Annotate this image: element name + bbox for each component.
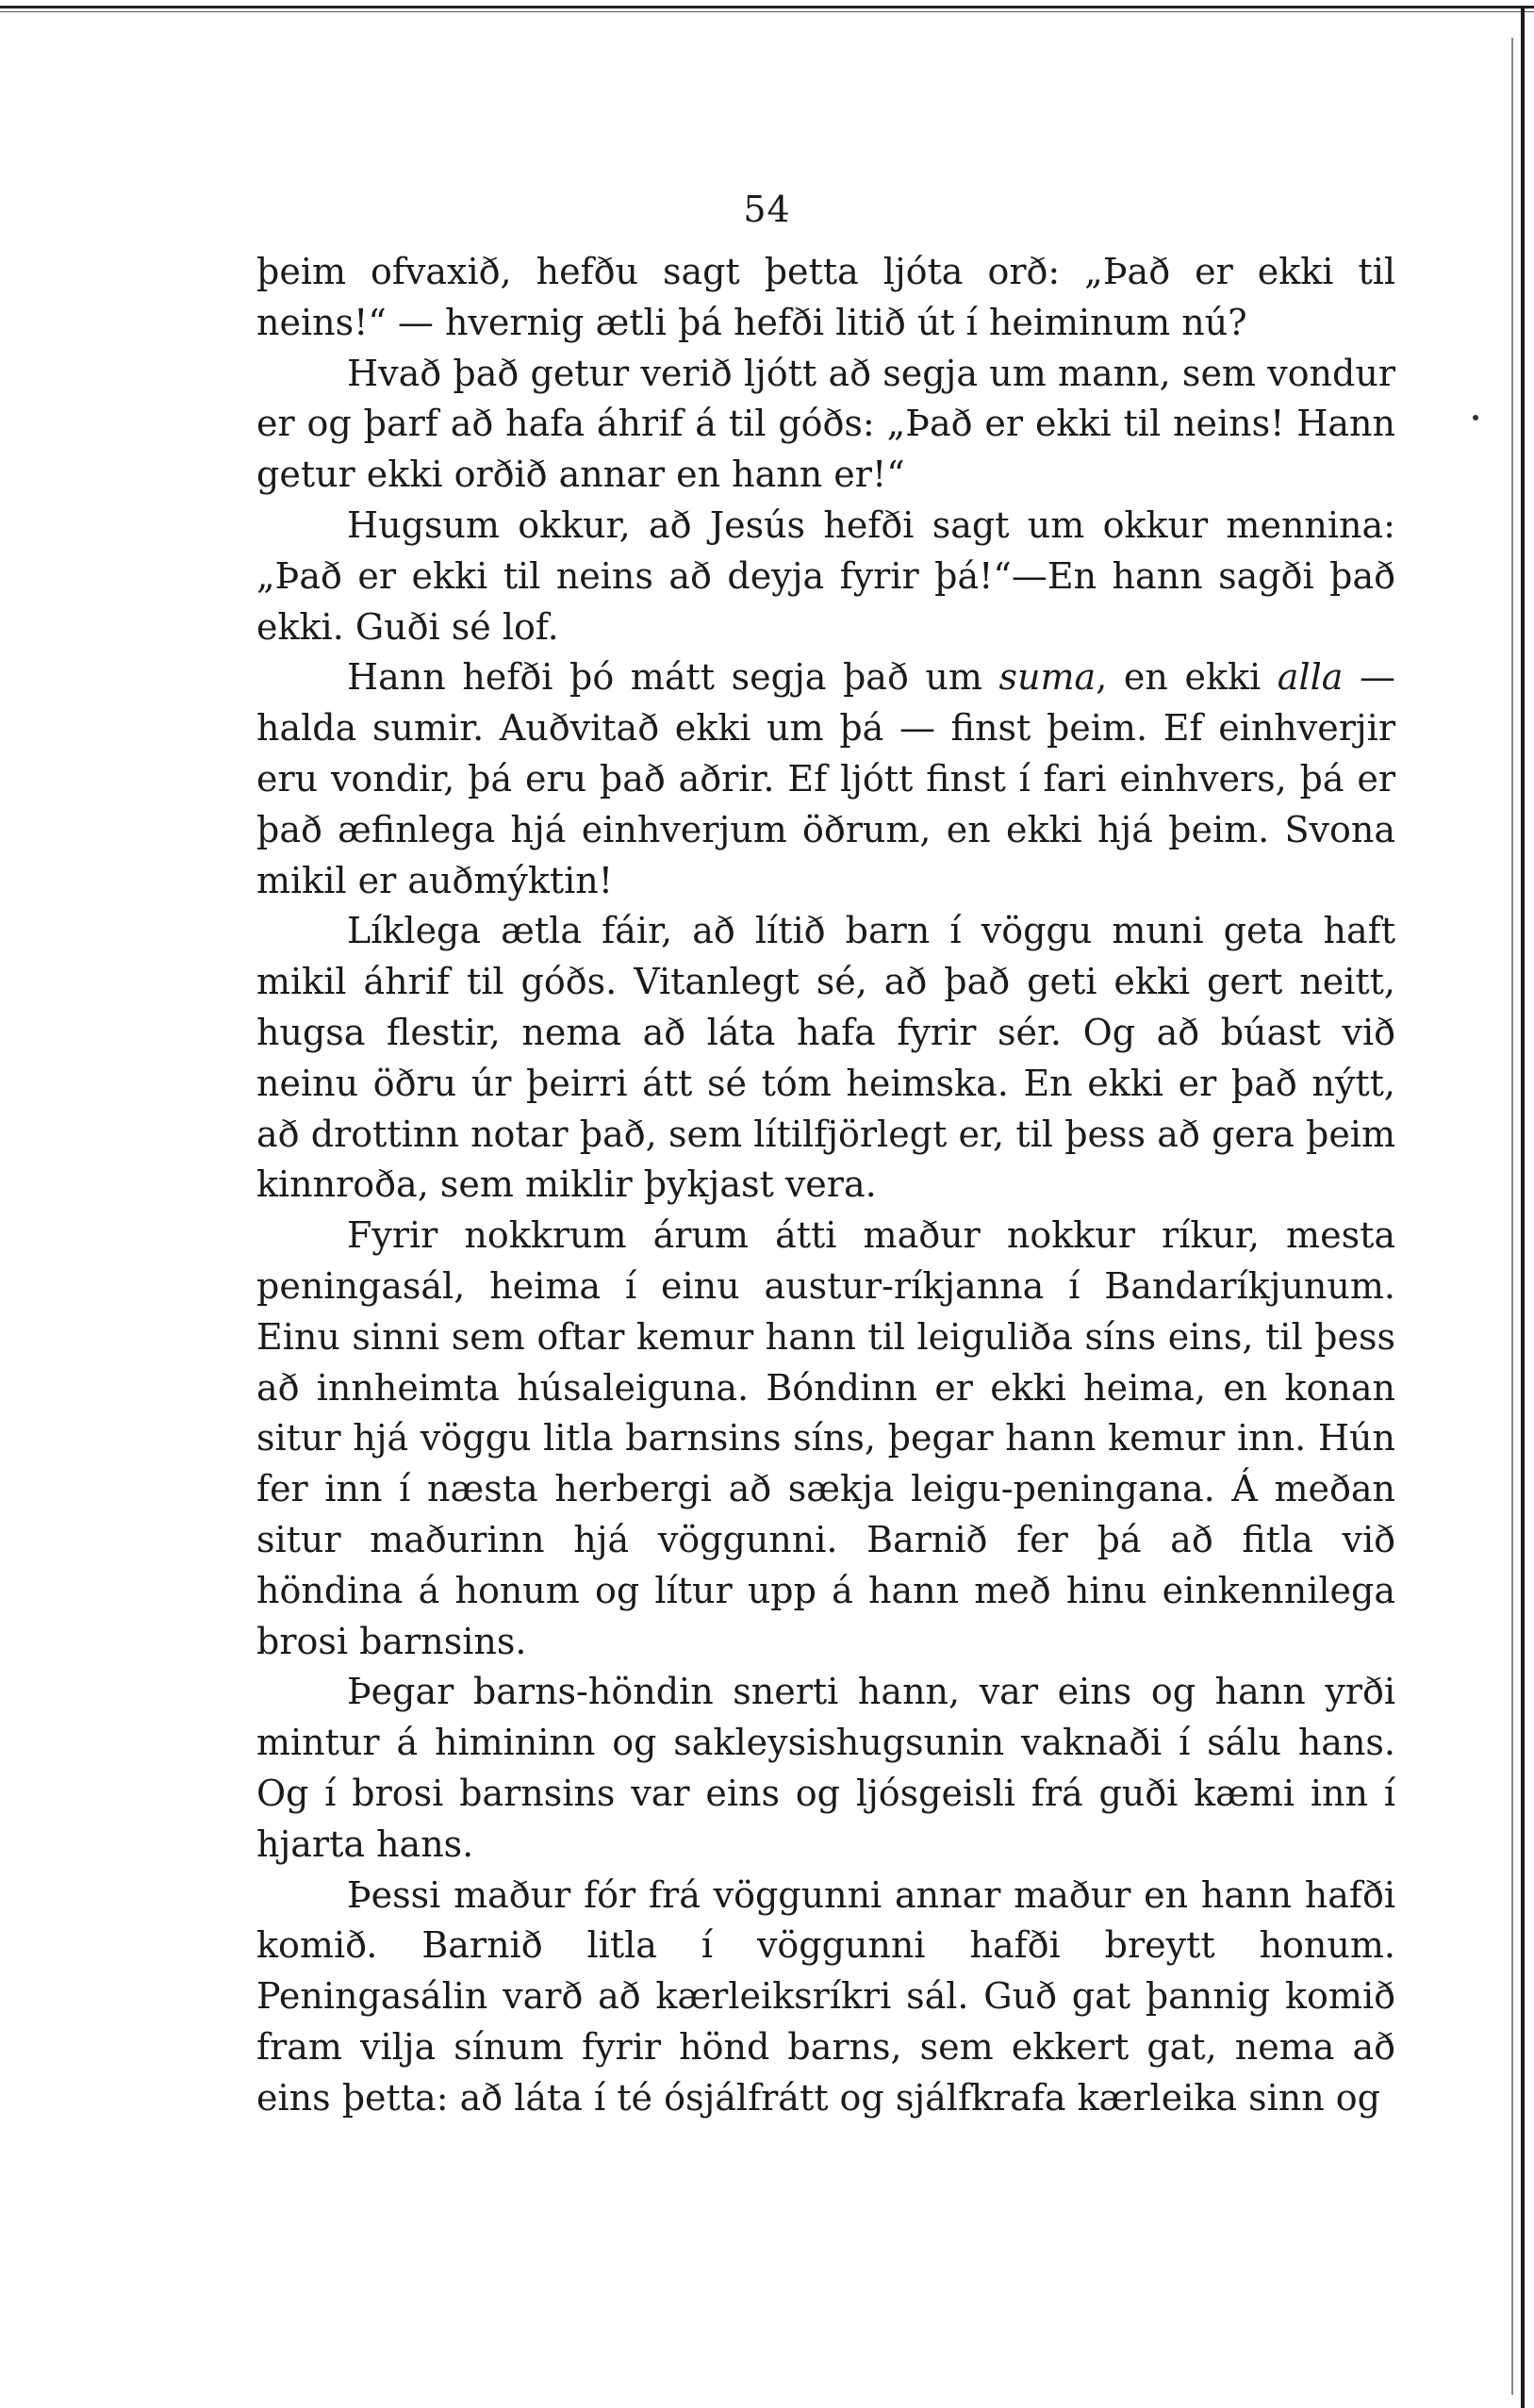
paragraph-text: Hann hefði þó mátt segja það um xyxy=(347,656,999,699)
paragraph: Líklega ætla fáir, að lítið barn í vöggu muni geta haft mikil áhrif til góðs. Vitanlegt sé, að það geti ekki gert neitt, hugsa flestir, nema að láta hafa fyrir sér. Og að búast við neinu öðru úr þeirri átt sé tóm heimska. En ekki er það nýtt, að drottinn notar það, sem lítilfjörlegt er, til þess að gera þeim kinnroða, sem miklir þykjast vera. xyxy=(256,910,1395,1206)
paragraph: Fyrir nokkrum árum átti maður nokkur ríkur, mesta peningasál, heima í einu austur-ríkjanna í Bandaríkjunum. Einu sinni sem oftar kemur hann til leiguliða síns eins, til þess að innheimta húsaleiguna. Bóndinn er ekki heima, en konan situr hjá vöggu litla barnsins síns, þegar hann kemur inn. Hún fer inn í næsta herbergi að sækja leigu-peningana. Á meðan situr maðurinn hjá vöggunni. Barnið fer þá að fitla við höndina á honum og lítur upp á hann með hinu einkennilega brosi barnsins. xyxy=(256,1214,1395,1662)
scan-top-border-thin xyxy=(0,11,1534,12)
paragraph-text: , en ekki xyxy=(1096,656,1278,699)
scan-right-border-thin xyxy=(1511,38,1513,2395)
page-number: 54 xyxy=(743,189,791,230)
paragraph: Þegar barns-höndin snerti hann, var eins og hann yrði mintur á himininn og sakleysishugsunin vaknaði í sálu hans. Og í brosi barnsins var eins og ljósgeisli frá guði kæmi inn í hjarta hans. xyxy=(256,1671,1395,1865)
margin-speck xyxy=(1473,415,1478,421)
emphasis-suma: suma xyxy=(998,656,1097,699)
page-body xyxy=(256,247,1395,2123)
paragraph-with-emphasis xyxy=(256,652,1395,906)
emphasis-alla: alla xyxy=(1277,656,1344,699)
scan-right-border xyxy=(1521,6,1525,2408)
scan-top-border xyxy=(0,6,1534,8)
paragraph: Þessi maður fór frá vöggunni annar maður en hann hafði komið. Barnið litla í vöggunni hafði breytt honum. Peningasálin varð að kærleiksríkri sál. Guð gat þannig komið fram vilja sínum fyrir hönd barns, sem ekkert gat, nema að eins þetta: að láta í té ósjálfrátt og sjálfkrafa kærleika sinn og xyxy=(256,1873,1395,2119)
paragraph-text: — halda sumir. Auðvitað ekki um þá — finst þeim. Ef einhverjir eru vondir, þá eru það aðrir. Ef ljótt finst í fari einhvers, þá er það æfinlega hjá einhverjum öðrum, en ekki hjá þeim. Svona mikil er auðmýktin! xyxy=(256,656,1395,901)
paragraph: Hugsum okkur, að Jesús hefði sagt um okkur mennina: „Það er ekki til neins að deyja fyrir þá!“—En hann sagði það ekki. Guði sé lof. xyxy=(256,503,1395,648)
paragraph-continuation: þeim ofvaxið, hefðu sagt þetta ljóta orð: „Það er ekki til neins!“ — hvernig ætli þá hefði litið út í heiminum nú? xyxy=(256,251,1395,343)
paragraph: Hvað það getur verið ljótt að segja um mann, sem vondur er og þarf að hafa áhrif á til góðs: „Það er ekki til neins! Hann getur ekki orðið annar en hann er!“ xyxy=(256,352,1395,496)
